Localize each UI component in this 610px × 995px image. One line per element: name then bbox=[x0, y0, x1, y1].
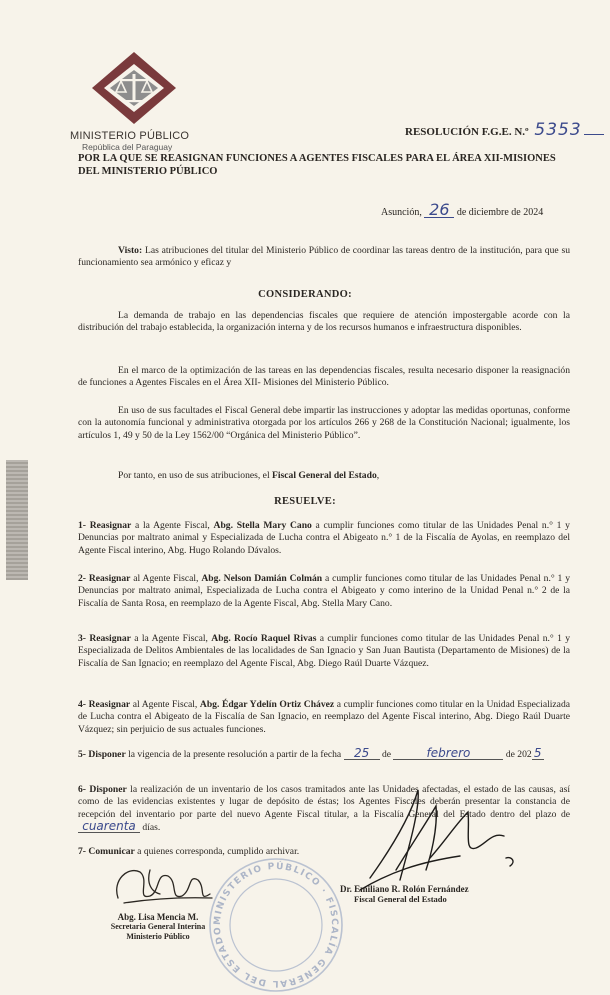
item-2-label: 2- Reasignar bbox=[78, 573, 131, 584]
document-title: POR LA QUE SE REASIGNAN FUNCIONES A AGENTES FISCALES PARA EL ÁREA XII-MISIONES DEL MINISTERIO PÚBLICO bbox=[78, 153, 556, 177]
item-5-day-handwritten: 25 bbox=[344, 748, 380, 760]
visto-text: Las atribuciones del titular del Ministerio Público de coordinar las tareas dentro de la institución, para que su funcionamiento sea armónico y eficaz y bbox=[78, 245, 570, 269]
item-1-name: Abg. Stella Mary Cano bbox=[213, 520, 312, 531]
resolution-label: RESOLUCIÓN F.G.E. N.º bbox=[405, 126, 529, 138]
resolution-item-5 bbox=[78, 748, 570, 761]
resolution-item-4 bbox=[78, 699, 570, 736]
item-7-label: 7- Comunicar bbox=[78, 846, 135, 857]
item-5-text-c: de 202 bbox=[503, 749, 532, 760]
por-tanto-bold: Fiscal General del Estado bbox=[272, 470, 377, 481]
considerando-heading: CONSIDERANDO: bbox=[258, 289, 352, 300]
item-2-text-a: al Agente Fiscal, bbox=[130, 573, 202, 584]
por-tanto-paragraph bbox=[78, 470, 570, 482]
date-day-handwritten: 26 bbox=[424, 203, 454, 218]
left-signatory-role: Secretaria General Interina bbox=[110, 922, 206, 931]
left-signature-scribble bbox=[117, 870, 212, 903]
item-2-name: Abg. Nelson Damián Colmán bbox=[201, 573, 323, 584]
item-5-label: 5- Disponer bbox=[78, 749, 126, 760]
institution-name: MINISTERIO PÚBLICO bbox=[70, 130, 190, 142]
por-tanto-end: , bbox=[376, 470, 380, 481]
right-signature-block bbox=[340, 884, 500, 904]
item-3-text-b: a cumplir funciones como titular de las Unidades Penal n.° 1 y Especializada de Delitos Ambientales de las localidades de San Ignacio y San Juan Bautista (Departamento de Misiones) de la Fiscalía de San Ignacio; en reemplazo del Agente Fiscal, Abg. Diego Raúl Duarte Vázquez. bbox=[78, 633, 570, 669]
visto-label: Visto: bbox=[118, 245, 143, 256]
resolution-item-6 bbox=[78, 784, 570, 834]
resolution-item-7 bbox=[78, 846, 570, 858]
left-signatory-name: Abg. Lisa Mencia M. bbox=[117, 912, 199, 922]
item-2-text-b: a cumplir funciones como titular de las Unidades Penal n.° 1 y Denuncias por maltrato animal, Especializada de Lucha contra el Abigeato y como interino de la Unidad Penal n.° 2 de la Fiscalía de Santa Rosa, en reemplazo de la Agente Fiscal, Abg. Stella Mary Cano. bbox=[78, 573, 571, 609]
document-date bbox=[381, 200, 544, 219]
left-signatory-institution: Ministerio Público bbox=[126, 932, 190, 941]
resolution-number-handwritten: 5353 bbox=[534, 120, 582, 140]
resolution-item-1 bbox=[78, 520, 570, 557]
date-suffix: de diciembre de 2024 bbox=[456, 207, 544, 218]
right-signatory-role: Fiscal General del Estado bbox=[354, 894, 447, 904]
item-5-text-b: de bbox=[379, 749, 394, 760]
country-name: República del Paraguay bbox=[82, 142, 173, 152]
item-3-label: 3- Reasignar bbox=[78, 633, 131, 644]
date-prefix: Asunción, bbox=[381, 207, 422, 218]
scan-edge-artifact bbox=[6, 460, 28, 580]
svg-text:MINISTERIO PÚBLICO · FISCALÍA bbox=[213, 860, 339, 988]
item-6-text-b: días. bbox=[140, 821, 161, 833]
item-4-text-a: al Agente Fiscal, bbox=[130, 699, 200, 710]
item-1-text-a: a la Agente Fiscal, bbox=[131, 520, 214, 531]
scales-emblem-icon bbox=[90, 50, 178, 126]
left-signature-block bbox=[88, 912, 228, 942]
visto-paragraph bbox=[78, 245, 570, 270]
considerando-paragraph-3: En uso de sus facultades el Fiscal General debe impartir las instrucciones y adoptar las medidas oportunas, conforme con la autonomía funcional y administrativa otorgada por los artículos 266 y 268 de la Constitución Nacional; igualmente, los artículos 1, 49 y 50 de la Ley 1562/00 “Orgánica del Ministerio Público”. bbox=[78, 405, 570, 441]
item-4-name: Abg. Édgar Ydelín Ortiz Chávez bbox=[199, 699, 335, 710]
item-1-text-b: a cumplir funciones como titular de las Unidades Penal n.° 1 y Denuncias por maltrato animal y Especializada de Lucha contra el Abigeato n.° 1 de la Fiscalía de Ayolas, en reemplazo del Agente Fiscal interino, Abg. Hugo Rolando Dávalos. bbox=[78, 520, 570, 556]
considerando-paragraph-1: La demanda de trabajo en las dependencias fiscales que requiere de atención impostergable acorde con la distribución del trabajo establecida, la organización interna y de los recursos humanos e infraestructura disponibles. bbox=[78, 310, 570, 334]
item-7-text: a quienes corresponda, cumplido archivar. bbox=[134, 846, 300, 857]
item-6-days-handwritten: cuarenta bbox=[78, 821, 140, 833]
resolution-number-dash bbox=[584, 134, 604, 135]
considerando-paragraph-2: En el marco de la optimización de las tareas en las dependencias fiscales, resulta necesario disponer la reasignación de funciones a Agentes Fiscales en el Área XII- Misiones del Ministerio Público. bbox=[78, 365, 570, 389]
item-5-year-digit-handwritten: 5 bbox=[532, 748, 544, 760]
item-4-label: 4- Reasignar bbox=[78, 699, 131, 710]
item-6-label: 6- Disponer bbox=[78, 784, 127, 795]
item-1-label: 1- Reasignar bbox=[78, 520, 132, 531]
resolution-item-3 bbox=[78, 633, 570, 670]
resolution-item-2 bbox=[78, 573, 570, 610]
right-signatory-name: Dr. Emiliano R. Rolón Fernández bbox=[340, 884, 469, 894]
institution-logo bbox=[70, 50, 200, 152]
item-4-text-b: a cumplir funciones como titular en la Unidad Especializada de Lucha contra el Abigeato de la Fiscalía de San Ignacio, en reemplazo del Agente Fiscal interino, Abg. Diego Raúl Duarte Vázquez; sin perjuicio de sus actuales funciones. bbox=[78, 699, 570, 735]
stamp-ring-text: MINISTERIO PÚBLICO · FISCALÍA GENERAL DEL ESTADO bbox=[212, 861, 340, 989]
resolution-number bbox=[405, 120, 604, 140]
item-3-text-a: a la Agente Fiscal, bbox=[130, 633, 212, 644]
item-6-text-a: la realización de un inventario de los casos tramitados ante las Unidades afectadas, el estado de las causas, así como de las evidencias existentes y lugar de depósito de éstas; los Agentes Fiscales deberán presentar la constancia de recepción del inventario por parte del nuevo Agente Fiscal titular, a la Fiscalía General del Estado dentro del plazo de bbox=[78, 784, 570, 820]
resuelve-heading: RESUELVE: bbox=[274, 496, 336, 507]
item-3-name: Abg. Rocío Raquel Rivas bbox=[211, 633, 317, 644]
item-5-text-a: la vigencia de la presente resolución a partir de la fecha bbox=[125, 749, 344, 760]
por-tanto-text: Por tanto, en uso de sus atribuciones, el bbox=[118, 470, 273, 481]
item-5-month-handwritten: febrero bbox=[393, 748, 503, 760]
